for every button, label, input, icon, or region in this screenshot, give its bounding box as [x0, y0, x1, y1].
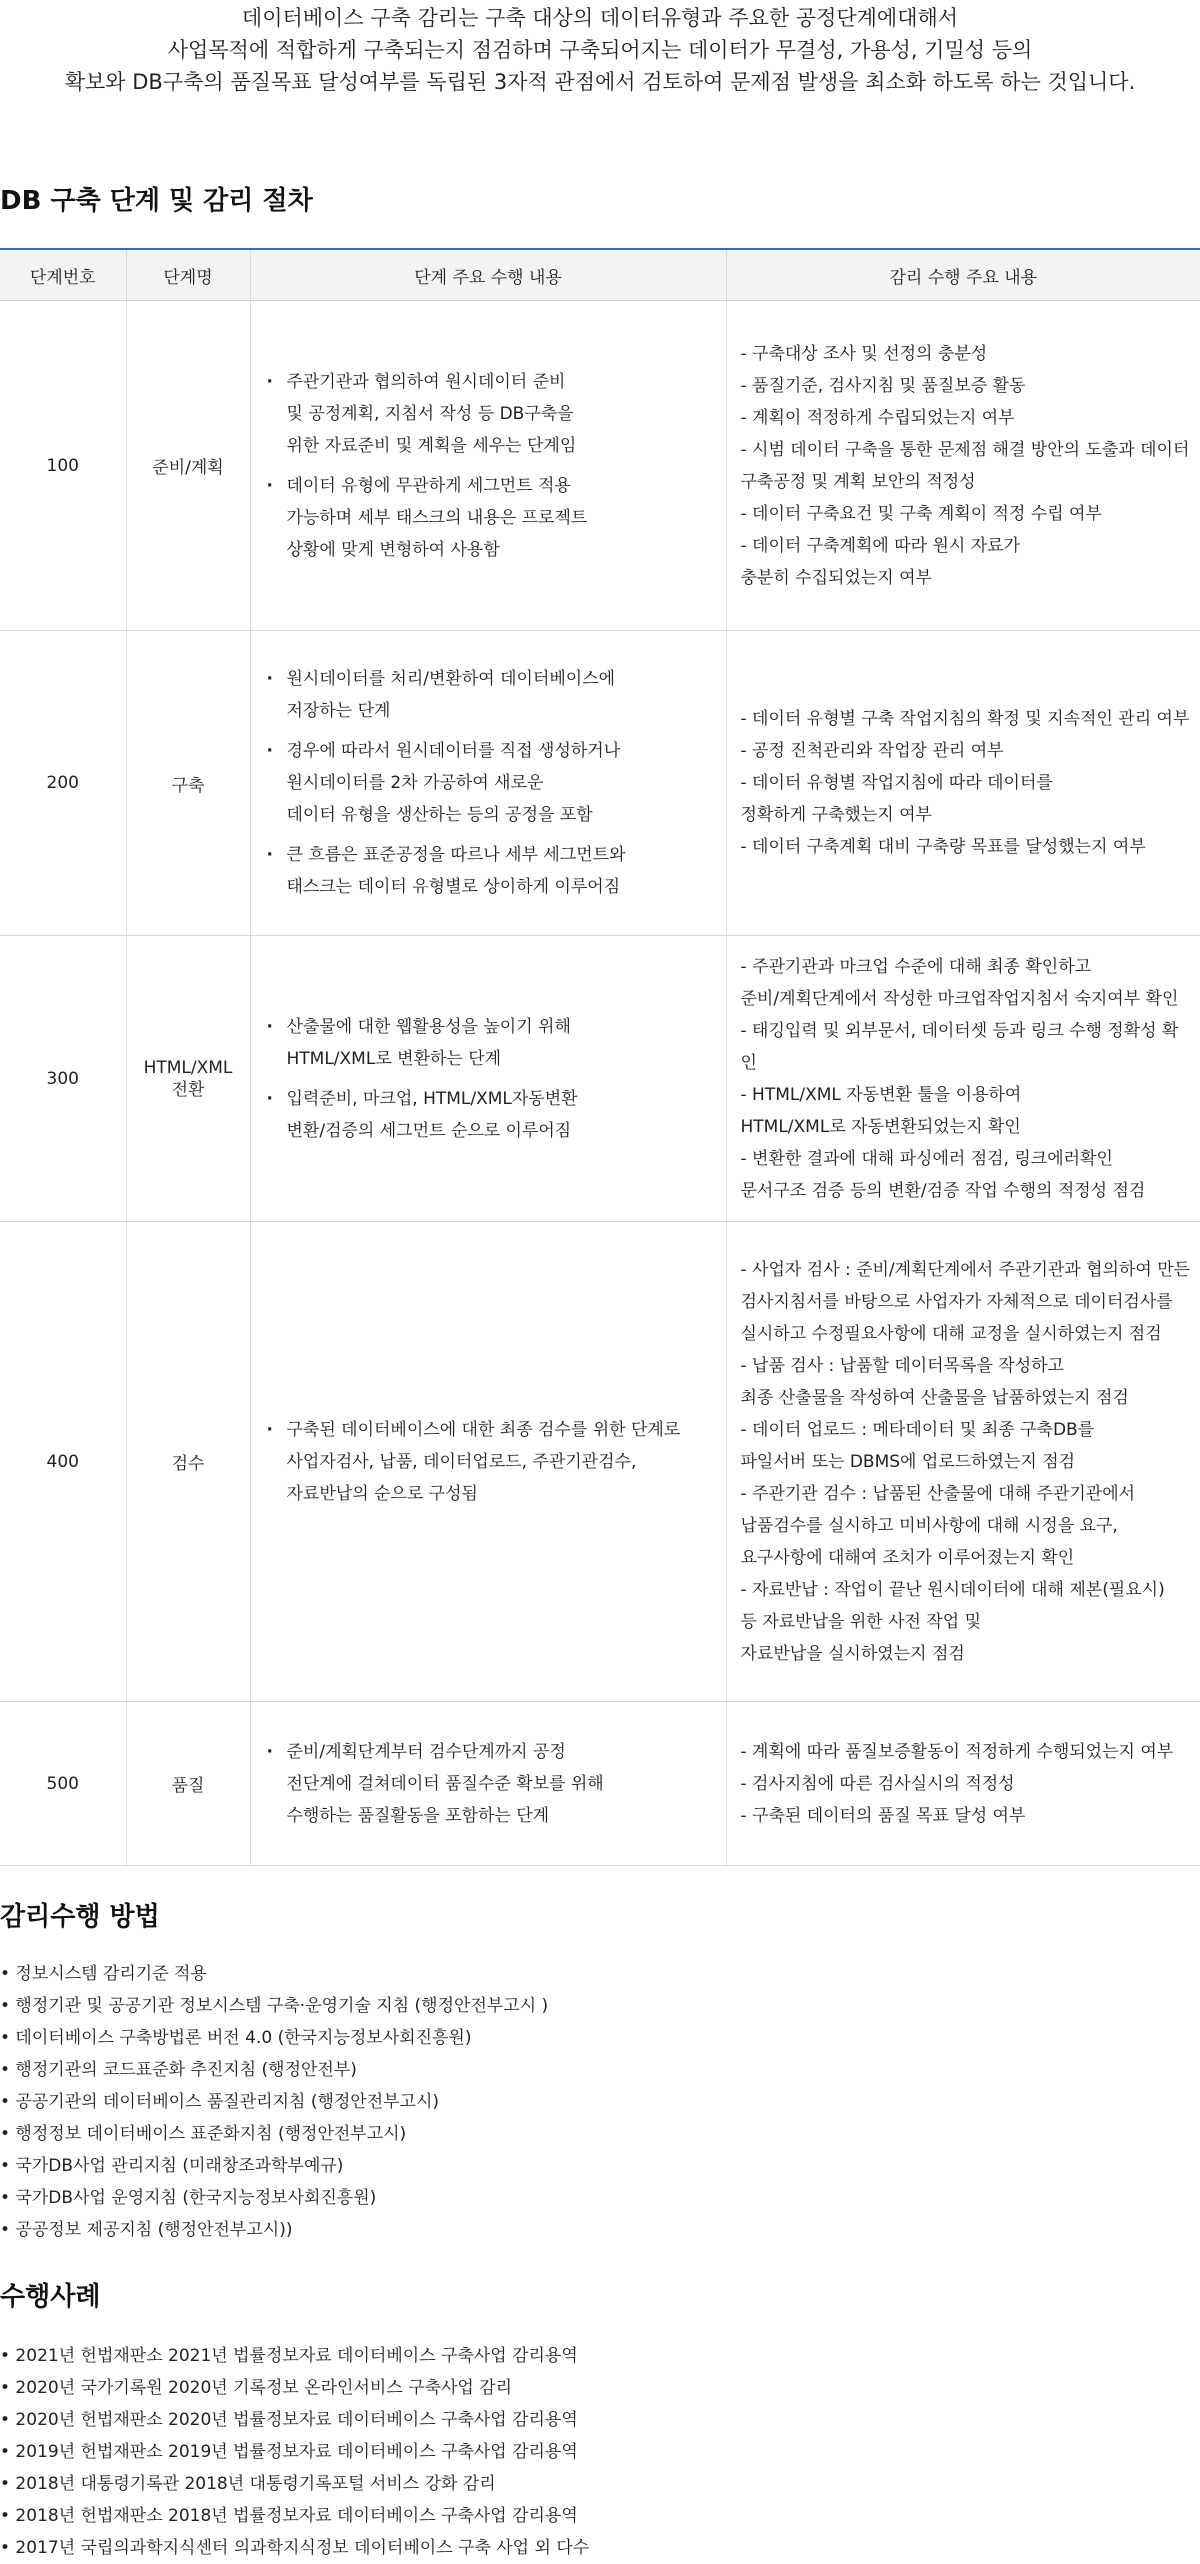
audit-item: - 주관기관과 마크업 수준에 대해 최종 확인하고 준비/계획단계에서 작성한 마크업작업지침서 숙지여부 확인 [740, 956, 1179, 1009]
step-tasks [250, 301, 726, 631]
step-tasks [250, 936, 726, 1222]
task-item: · 데이터 유형에 무관하게 세그먼트 적용 가능하며 세부 태스크의 내용은 프로젝트 상황에 맞게 변형하여 사용함 [265, 470, 718, 566]
list-item: • 행정기관의 코드표준화 추진지침 (행정안전부) [0, 2060, 357, 2080]
cases-list [0, 2340, 589, 2564]
step-name: 검수 [126, 1222, 250, 1702]
audit-tasks [726, 301, 1200, 631]
section-title-methods: 감리수행 방법 [0, 1902, 160, 1932]
audit-tasks [726, 1222, 1200, 1702]
step-number: 500 [0, 1702, 126, 1866]
audit-item: - 태깅입력 및 외부문서, 데이터셋 등과 링크 수행 정확성 확인 [740, 1020, 1179, 1073]
col-header-audit-tasks: 감리 수행 주요 내용 [726, 249, 1200, 301]
table-row [0, 1222, 1200, 1702]
audit-tasks [726, 936, 1200, 1222]
step-number: 200 [0, 631, 126, 936]
step-tasks [250, 631, 726, 936]
process-table [0, 248, 1200, 1866]
list-item: • 2021년 헌법재판소 2021년 법률정보자료 데이터베이스 구축사업 감리용역 [0, 2346, 578, 2366]
step-number: 300 [0, 936, 126, 1222]
audit-item: - 데이터 구축계획에 따라 원시 자료가 충분히 수집되었는지 여부 [740, 535, 1020, 588]
col-header-step-number: 단계번호 [0, 249, 126, 301]
step-number: 100 [0, 301, 126, 631]
table-header-row [0, 249, 1200, 301]
step-name: 구축 [126, 631, 250, 936]
audit-item: - 품질기준, 검사지침 및 품질보증 활동 [740, 375, 1026, 396]
audit-item: - 데이터 업로드 : 메타데이터 및 최종 구축DB를 파일서버 또는 DBMS에 업로드하였는지 점검 [740, 1419, 1095, 1472]
audit-item: - 데이터 구축요건 및 구축 계획이 적정 수립 여부 [740, 503, 1102, 524]
audit-item: - 데이터 구축계획 대비 구축량 목표를 달성했는지 여부 [740, 837, 1146, 857]
col-header-step-tasks: 단계 주요 수행 내용 [250, 249, 726, 301]
step-name: 준비/계획 [126, 301, 250, 631]
col-header-step-name: 단계명 [126, 249, 250, 301]
audit-item: - 구축된 데이터의 품질 목표 달성 여부 [740, 1805, 1026, 1826]
step-name: 품질 [126, 1702, 250, 1866]
table-row [0, 936, 1200, 1222]
task-item: · 준비/계획단계부터 검수단계까지 공정 전단계에 걸쳐데이터 품질수준 확보를 위해 수행하는 품질활동을 포함하는 단계 [265, 1736, 718, 1832]
audit-item: - HTML/XML 자동변환 툴을 이용하여 HTML/XML로 자동변환되었는지 확인 [740, 1084, 1022, 1137]
step-tasks [250, 1702, 726, 1866]
intro-line: 사업목적에 적합하게 구축되는지 점검하며 구축되어지는 데이터가 무결성, 가용성, 기밀성 등의 [167, 38, 1033, 62]
audit-item: - 자료반납 : 작업이 끝난 원시데이터에 대해 제본(필요시) 등 자료반납을 위한 사전 작업 및 자료반납을 실시하였는지 점검 [740, 1579, 1165, 1664]
audit-item: - 납품 검사 : 납품할 데이터목록을 작성하고 최종 산출물을 작성하여 산출물을 납품하였는지 점검 [740, 1355, 1129, 1408]
task-item: · 주관기관과 협의하여 원시데이터 준비 및 공정계획, 지침서 작성 등 DB구축을 위한 자료준비 및 계획을 세우는 단계임 [265, 366, 718, 462]
step-tasks [250, 1222, 726, 1702]
intro-line: 데이터베이스 구축 감리는 구축 대상의 데이터유형과 주요한 공정단계에대해서 [241, 6, 959, 30]
audit-item: - 계획이 적정하게 수립되었는지 여부 [740, 407, 1015, 428]
task-item: · 산출물에 대한 웹활용성을 높이기 위해 HTML/XML로 변환하는 단계 [265, 1011, 718, 1075]
list-item: • 행정정보 데이터베이스 표준화지침 (행정안전부고시) [0, 2124, 407, 2144]
audit-item: - 데이터 유형별 구축 작업지침의 확정 및 지속적인 관리 여부 [740, 709, 1190, 729]
section-title-cases: 수행사례 [0, 2282, 101, 2312]
audit-item: - 구축대상 조사 및 선정의 충분성 [740, 343, 988, 364]
audit-item: - 검사지침에 따른 검사실시의 적정성 [740, 1773, 1015, 1794]
task-item: · 원시데이터를 처리/변환하여 데이터베이스에 저장하는 단계 [265, 663, 718, 727]
step-number: 400 [0, 1222, 126, 1702]
list-item: • 2019년 헌법재판소 2019년 법률정보자료 데이터베이스 구축사업 감리용역 [0, 2442, 578, 2462]
audit-tasks [726, 1702, 1200, 1866]
list-item: • 국가DB사업 관리지침 (미래창조과학부예규) [0, 2156, 344, 2176]
list-item: • 2020년 헌법재판소 2020년 법률정보자료 데이터베이스 구축사업 감리용역 [0, 2410, 578, 2430]
section-title-process: DB 구축 단계 및 감리 절차 [0, 186, 313, 216]
list-item: • 행정기관 및 공공기관 정보시스템 구축·운영기술 지침 (행정안전부고시 ) [0, 1996, 549, 2016]
table-row [0, 301, 1200, 631]
intro-text [0, 0, 1200, 98]
task-item: · 큰 흐름은 표준공정을 따르나 세부 세그먼트와 태스크는 데이터 유형별로 상이하게 이루어짐 [265, 839, 718, 903]
methods-list [0, 1958, 548, 2246]
task-item: · 경우에 따라서 원시데이터를 직접 생성하거나 원시데이터를 2차 가공하여 새로운 데이터 유형을 생산하는 등의 공정을 포함 [265, 735, 718, 831]
list-item: • 국가DB사업 운영지침 (한국지능정보사회진흥원) [0, 2188, 377, 2208]
list-item: • 2017년 국립의과학지식센터 의과학지식정보 데이터베이스 구축 사업 외 다수 [0, 2538, 590, 2558]
list-item: • 공공정보 제공지침 (행정안전부고시)) [0, 2220, 293, 2240]
task-item: · 구축된 데이터베이스에 대한 최종 검수를 위한 단계로 사업자검사, 납품, 데이터업로드, 주관기관검수, 자료반납의 순으로 구성됨 [265, 1414, 718, 1510]
table-row [0, 631, 1200, 936]
list-item: • 정보시스템 감리기준 적용 [0, 1964, 207, 1984]
audit-item: - 계획에 따라 품질보증활동이 적정하게 수행되었는지 여부 [740, 1741, 1174, 1762]
audit-item: - 주관기관 검수 : 납품된 산출물에 대해 주관기관에서 납품검수를 실시하고 미비사항에 대해 시정을 요구, 요구사항에 대해여 조치가 이루어졌는지 확인 [740, 1483, 1136, 1568]
audit-item: - 데이터 유형별 작업지침에 따라 데이터를 정확하게 구축했는지 여부 [740, 773, 1053, 825]
list-item: • 2020년 국가기록원 2020년 기록정보 온라인서비스 구축사업 감리 [0, 2378, 513, 2398]
list-item: • 공공기관의 데이터베이스 품질관리지침 (행정안전부고시) [0, 2092, 440, 2112]
table-row [0, 1702, 1200, 1866]
step-name: HTML/XML 전환 [126, 936, 250, 1222]
audit-item: - 사업자 검사 : 준비/계획단계에서 주관기관과 협의하여 만든 검사지침서를 바탕으로 사업자가 자체적으로 데이터검사를 실시하고 수정필요사항에 대해 교정을 실시하였는지 점검 [740, 1259, 1191, 1344]
audit-item: - 시범 데이터 구축을 통한 문제점 해결 방안의 도출과 데이터 구축공정 및 계획 보안의 적정성 [740, 439, 1190, 492]
audit-item: - 변환한 결과에 대해 파싱에러 점검, 링크에러확인 문서구조 검증 등의 변환/검증 작업 수행의 적정성 점검 [740, 1148, 1146, 1201]
intro-line: 확보와 DB구축의 품질목표 달성여부를 독립된 3자적 관점에서 검토하여 문제점 발생을 최소화 하도록 하는 것입니다. [64, 70, 1136, 94]
audit-item: - 공정 진척관리와 작업장 관리 여부 [740, 741, 1004, 761]
audit-tasks [726, 631, 1200, 936]
list-item: • 2018년 대통령기록관 2018년 대통령기록포털 서비스 강화 감리 [0, 2474, 496, 2494]
task-item: · 입력준비, 마크업, HTML/XML자동변환 변환/검증의 세그먼트 순으로 이루어짐 [265, 1083, 718, 1147]
list-item: • 데이터베이스 구축방법론 버전 4.0 (한국지능정보사회진흥원) [0, 2028, 472, 2048]
list-item: • 2018년 헌법재판소 2018년 법률정보자료 데이터베이스 구축사업 감리용역 [0, 2506, 578, 2526]
